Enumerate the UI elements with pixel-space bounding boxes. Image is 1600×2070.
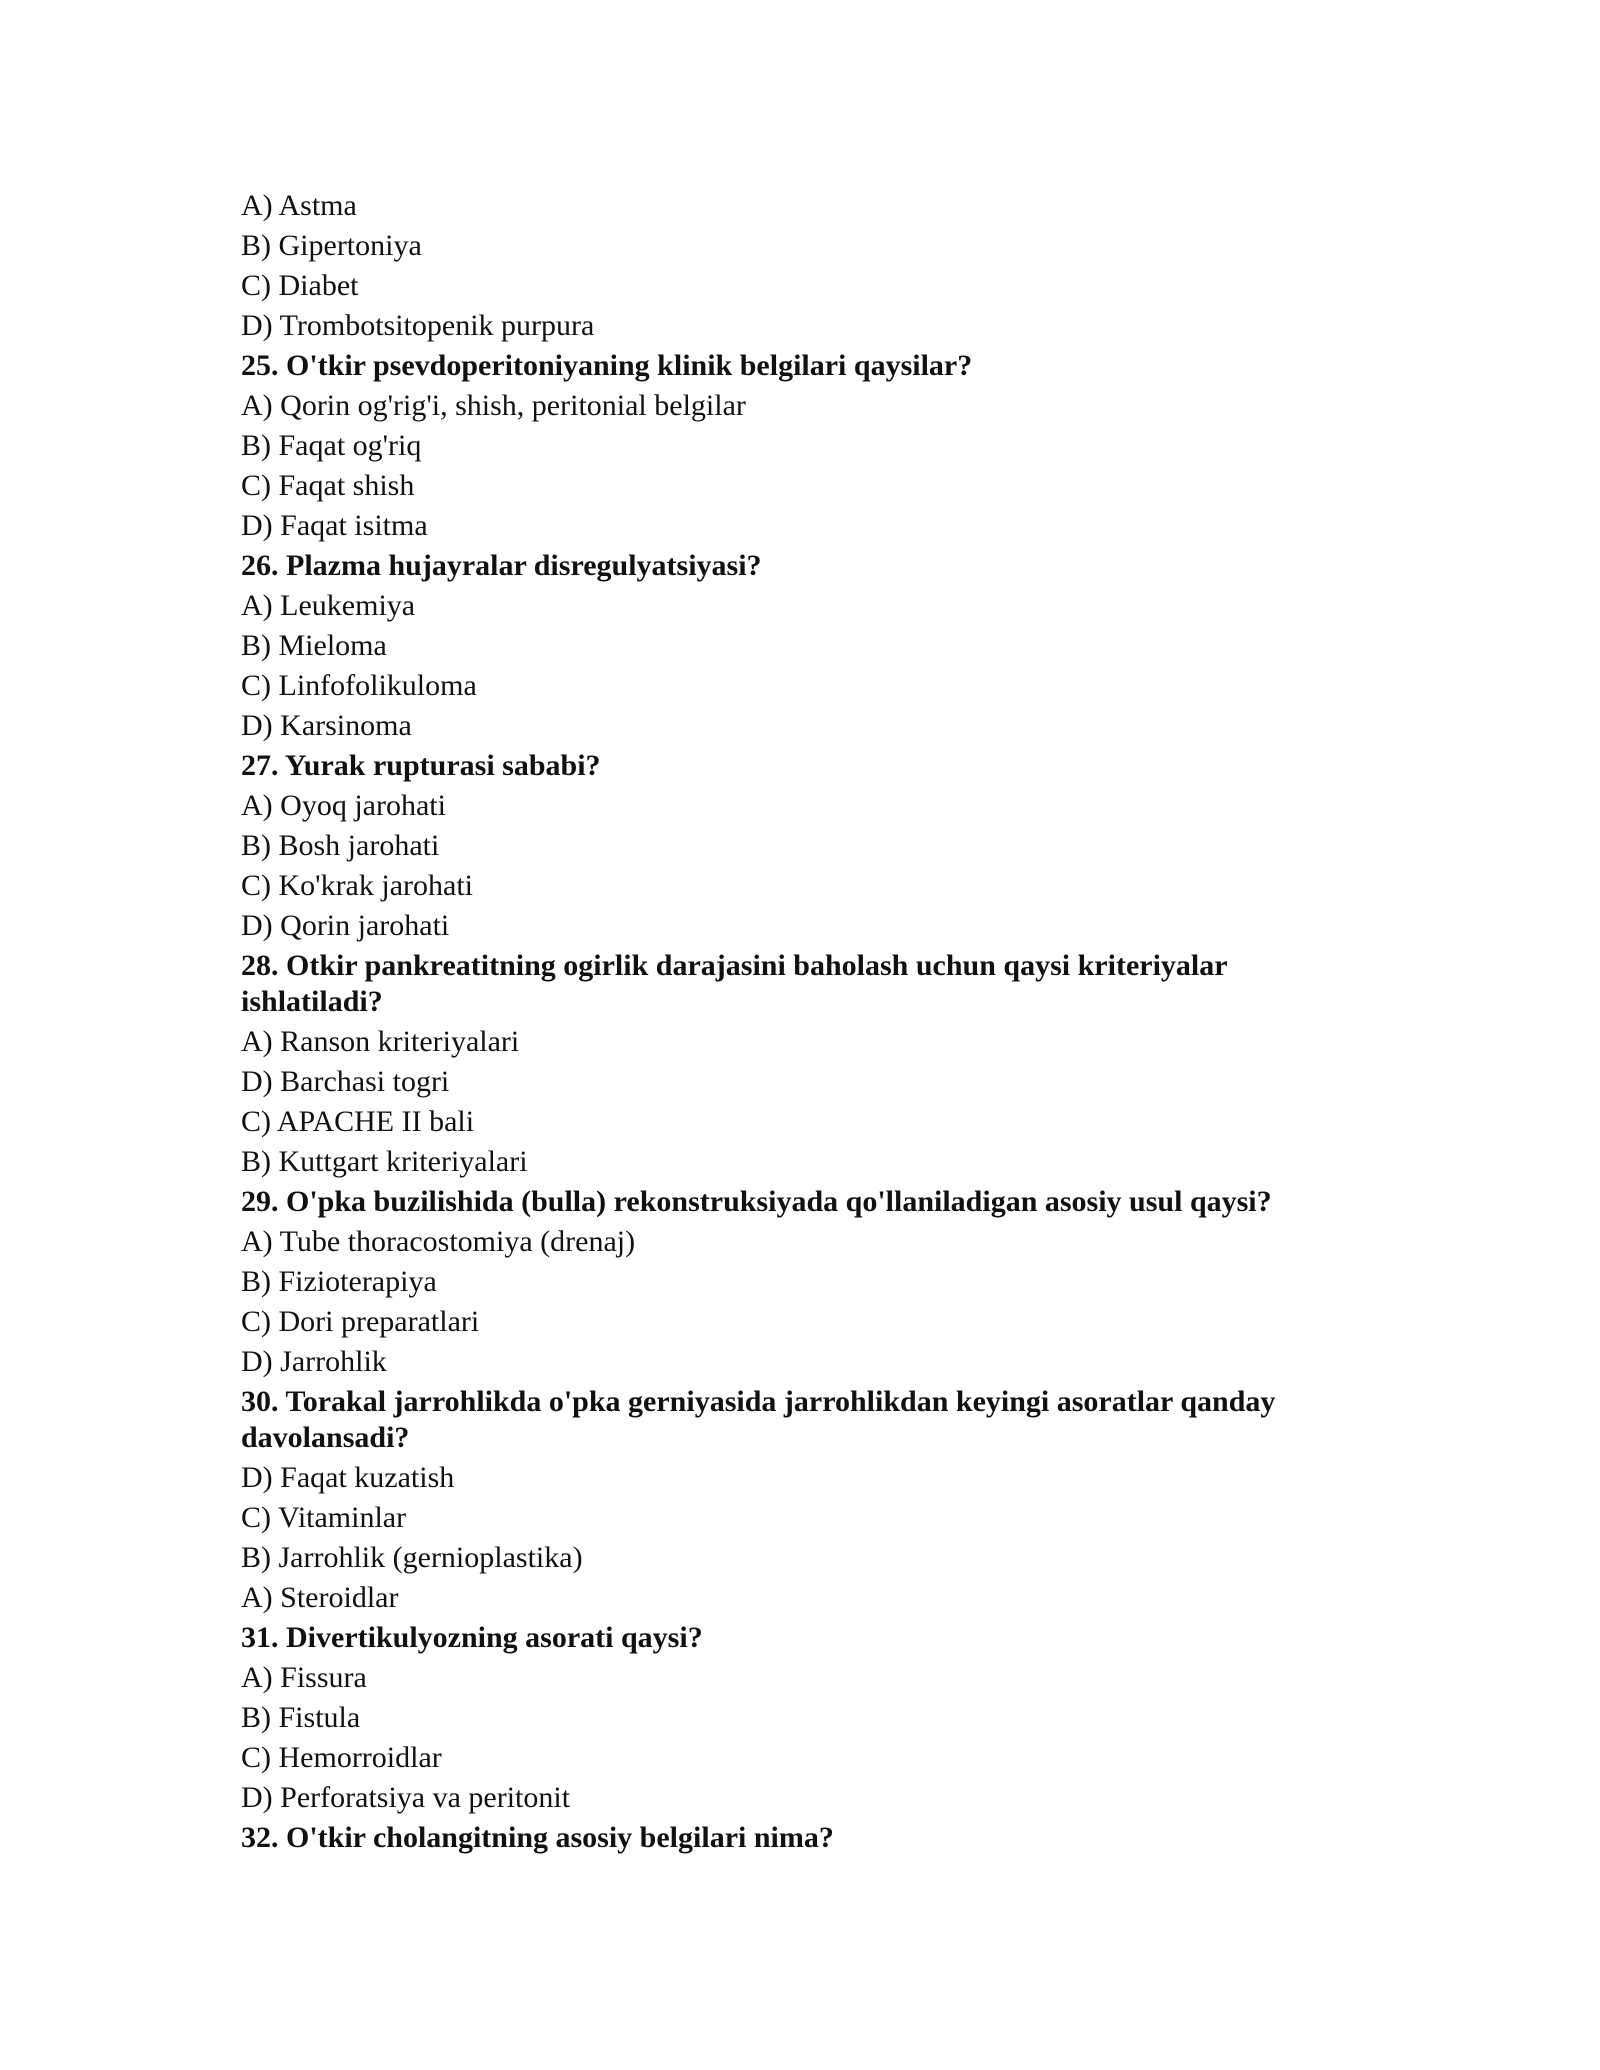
question-27: 27. Yurak rupturasi sababi? (241, 749, 601, 782)
answer-option: A) Leukemiya (241, 589, 416, 622)
answer-option: D) Perforatsiya va peritonit (241, 1781, 571, 1814)
question-25: 25. O'tkir psevdoperitoniyaning klinik belgilari qaysilar? (241, 349, 973, 382)
question-28: 28. Otkir pankreatitning ogirlik darajasini baholash uchun qaysi kriteriyalar ishlatiladi? (241, 949, 1228, 1018)
question-30: 30. Torakal jarrohlikda o'pka gerniyasida jarrohlikdan keyingi asoratlar qanday davolansadi? (241, 1385, 1276, 1454)
answer-option: C) Faqat shish (241, 469, 415, 502)
answer-option: B) Bosh jarohati (241, 829, 440, 862)
answer-option: C) Diabet (241, 269, 359, 302)
answer-option: A) Ranson kriteriyalari (241, 1025, 520, 1058)
answer-option: A) Qorin og'rig'i, shish, peritonial belgilar (241, 389, 746, 422)
answer-option: B) Jarrohlik (gernioplastika) (241, 1541, 583, 1574)
answer-option: B) Faqat og'riq (241, 429, 422, 462)
answer-option: B) Kuttgart kriteriyalari (241, 1145, 528, 1178)
answer-option: C) Dori preparatlari (241, 1305, 480, 1338)
answer-option: D) Faqat kuzatish (241, 1461, 455, 1494)
answer-option: B) Gipertoniya (241, 229, 422, 262)
answer-option: A) Steroidlar (241, 1581, 399, 1614)
answer-option: C) APACHE II bali (241, 1105, 475, 1138)
answer-option: C) Hemorroidlar (241, 1741, 442, 1774)
answer-option: C) Linfofolikuloma (241, 669, 477, 702)
answer-option: C) Vitaminlar (241, 1501, 407, 1534)
answer-option: A) Fissura (241, 1661, 367, 1694)
answer-option: A) Astma (241, 189, 357, 222)
answer-option: D) Barchasi togri (241, 1065, 450, 1098)
answer-option: C) Ko'krak jarohati (241, 869, 474, 902)
question-31: 31. Divertikulyozning asorati qaysi? (241, 1621, 703, 1654)
answer-option: D) Trombotsitopenik purpura (241, 309, 595, 342)
answer-option: D) Qorin jarohati (241, 909, 450, 942)
question-32: 32. O'tkir cholangitning asosiy belgilari nima? (241, 1821, 834, 1854)
answer-option: B) Mieloma (241, 629, 387, 662)
question-26: 26. Plazma hujayralar disregulyatsiyasi? (241, 549, 762, 582)
answer-option: D) Faqat isitma (241, 509, 428, 542)
answer-option: A) Oyoq jarohati (241, 789, 446, 822)
answer-option: D) Karsinoma (241, 709, 412, 742)
answer-option: B) Fizioterapiya (241, 1265, 437, 1298)
answer-option: A) Tube thoracostomiya (drenaj) (241, 1225, 636, 1258)
answer-option: B) Fistula (241, 1701, 361, 1734)
quiz-content (241, 186, 1361, 1858)
answer-option: D) Jarrohlik (241, 1345, 387, 1378)
question-29: 29. O'pka buzilishida (bulla) rekonstruksiyada qo'llaniladigan asosiy usul qaysi? (241, 1185, 1272, 1218)
